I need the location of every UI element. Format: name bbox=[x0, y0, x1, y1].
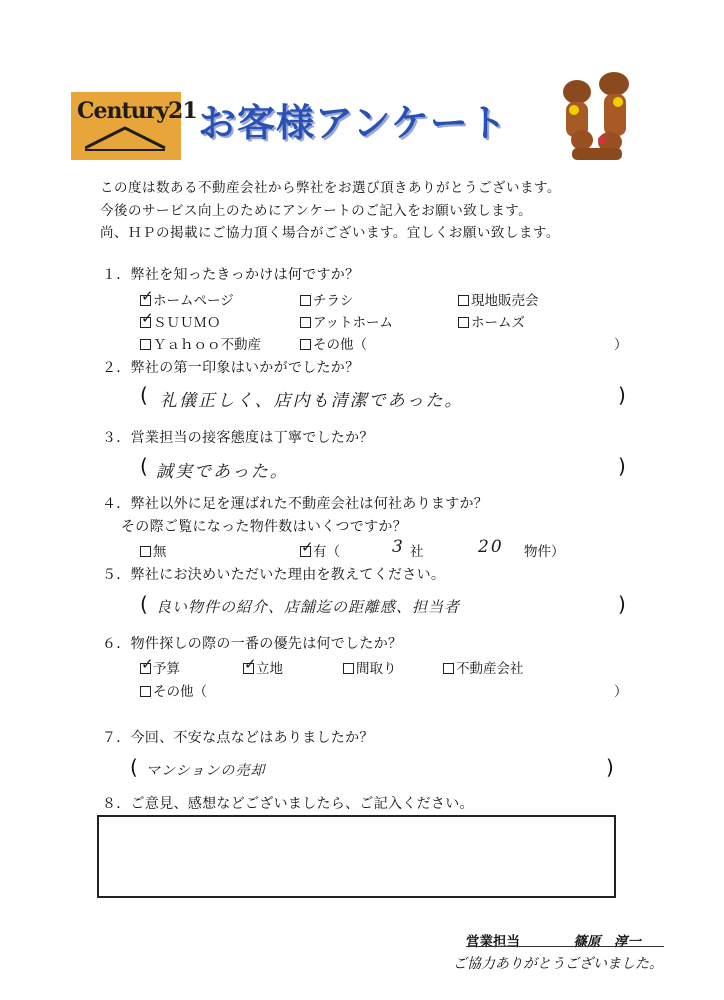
staff-label: 営業担当 bbox=[466, 934, 520, 950]
q1-option-onsite-sale[interactable]: 現地販売会 bbox=[458, 289, 539, 309]
q4-companies-count[interactable]: 3 bbox=[392, 537, 405, 557]
dog-mascots-illustration bbox=[552, 62, 642, 162]
q2-close-paren: ) bbox=[618, 383, 626, 407]
question-5-label: ５．弊社にお決めいただいた理由を教えてください。 bbox=[102, 567, 446, 583]
checkbox[interactable] bbox=[458, 295, 469, 306]
staff-underline bbox=[466, 946, 664, 947]
checkbox[interactable] bbox=[140, 339, 151, 350]
q1-other-close-paren: ） bbox=[614, 337, 628, 353]
q7-answer[interactable]: マンションの売却 bbox=[146, 763, 266, 779]
checkbox-checked[interactable] bbox=[300, 546, 311, 557]
checkbox-checked[interactable] bbox=[140, 663, 151, 674]
q6-other-close-paren: ） bbox=[614, 684, 628, 700]
q1-option-homes[interactable]: ホームズ bbox=[458, 311, 525, 331]
q4-option-yes[interactable]: ✓ 有（ bbox=[300, 540, 340, 560]
checkbox-checked[interactable] bbox=[243, 663, 254, 674]
q1-option-other[interactable]: その他（ bbox=[300, 333, 367, 353]
checkbox[interactable] bbox=[140, 546, 151, 557]
q7-close-paren: ) bbox=[606, 755, 614, 779]
q7-open-paren: ( bbox=[130, 755, 138, 779]
q6-option-location[interactable]: ✓ 立地 bbox=[243, 657, 283, 677]
century21-logo bbox=[71, 92, 197, 160]
question-2-label: ２．弊社の第一印象はいかがでしたか？ bbox=[102, 360, 360, 376]
logo-text: Century21 bbox=[77, 98, 197, 124]
intro-line-3: 尚、ＨＰの掲載にご協力頂く場合がございます。宜しくお願い致します。 bbox=[100, 225, 560, 241]
q6-option-budget[interactable]: ✓予算 bbox=[140, 657, 180, 677]
checkbox[interactable] bbox=[443, 663, 454, 674]
checkbox[interactable] bbox=[343, 663, 354, 674]
checkbox[interactable] bbox=[300, 317, 311, 328]
q6-option-agency[interactable]: 不動産会社 bbox=[443, 657, 524, 677]
intro-line-2: 今後のサービス向上のためにアンケートのご記入をお願い致します。 bbox=[100, 203, 533, 219]
q4-properties-count[interactable]: 20 bbox=[478, 537, 504, 557]
question-4-sub-label: その際ご覧になった物件数はいくつですか？ bbox=[121, 519, 407, 535]
checkbox-checked[interactable] bbox=[140, 317, 151, 328]
q1-option-yahoo[interactable]: Ｙａｈｏｏ不動産 bbox=[140, 333, 261, 353]
q2-open-paren: ( bbox=[140, 383, 148, 407]
q6-option-other[interactable]: その他（ bbox=[140, 680, 207, 700]
thanks-message: ご協力ありがとうございました。 bbox=[453, 956, 663, 972]
q3-close-paren: ) bbox=[618, 454, 626, 478]
q5-answer[interactable]: 良い物件の紹介、店舗迄の距離感、担当者 bbox=[156, 598, 461, 616]
q1-option-homepage[interactable]: ✓ホームページ bbox=[140, 289, 234, 309]
q4-companies-unit: 社 bbox=[410, 544, 424, 560]
checkbox[interactable] bbox=[458, 317, 469, 328]
q6-option-layout[interactable]: 間取り bbox=[343, 657, 397, 677]
q5-open-paren: ( bbox=[140, 592, 148, 616]
q3-answer[interactable]: 誠実であった。 bbox=[156, 462, 289, 482]
checkbox[interactable] bbox=[140, 686, 151, 697]
q4-option-none[interactable]: 無 bbox=[140, 540, 167, 560]
staff-name: 篠原 淳一 bbox=[573, 934, 641, 950]
checkbox-checked[interactable] bbox=[140, 295, 151, 306]
question-8-label: ８．ご意見、感想などございましたら、ご記入ください。 bbox=[102, 796, 474, 812]
q1-option-flyer[interactable]: チラシ bbox=[300, 289, 354, 309]
question-4-label: ４．弊社以外に足を運ばれた不動産会社は何社ありますか？ bbox=[102, 496, 489, 512]
house-roof-icon bbox=[85, 126, 169, 152]
q3-open-paren: ( bbox=[140, 454, 148, 478]
question-3-label: ３．営業担当の接客態度は丁寧でしたか？ bbox=[102, 430, 374, 446]
q1-option-suumo[interactable]: ✓ＳＵＵＭＯ bbox=[140, 311, 221, 331]
intro-line-1: この度は数ある不動産会社から弊社をお選び頂きありがとうございます。 bbox=[100, 180, 561, 196]
q2-answer[interactable]: 礼儀正しく、店内も清潔であった。 bbox=[160, 391, 464, 411]
page-title: お客様アンケート bbox=[198, 100, 508, 145]
comments-box[interactable] bbox=[97, 815, 616, 898]
q1-option-athome[interactable]: アットホーム bbox=[300, 311, 393, 331]
q5-close-paren: ) bbox=[618, 592, 626, 616]
question-7-label: ７．今回、不安な点などはありましたか？ bbox=[102, 730, 374, 746]
staff-signature bbox=[466, 930, 641, 950]
q4-properties-unit: 物件） bbox=[524, 544, 565, 560]
question-1-label: １．弊社を知ったきっかけは何ですか？ bbox=[102, 267, 360, 283]
checkbox[interactable] bbox=[300, 339, 311, 350]
checkbox[interactable] bbox=[300, 295, 311, 306]
question-6-label: ６．物件探しの際の一番の優先は何でしたか？ bbox=[102, 636, 403, 652]
